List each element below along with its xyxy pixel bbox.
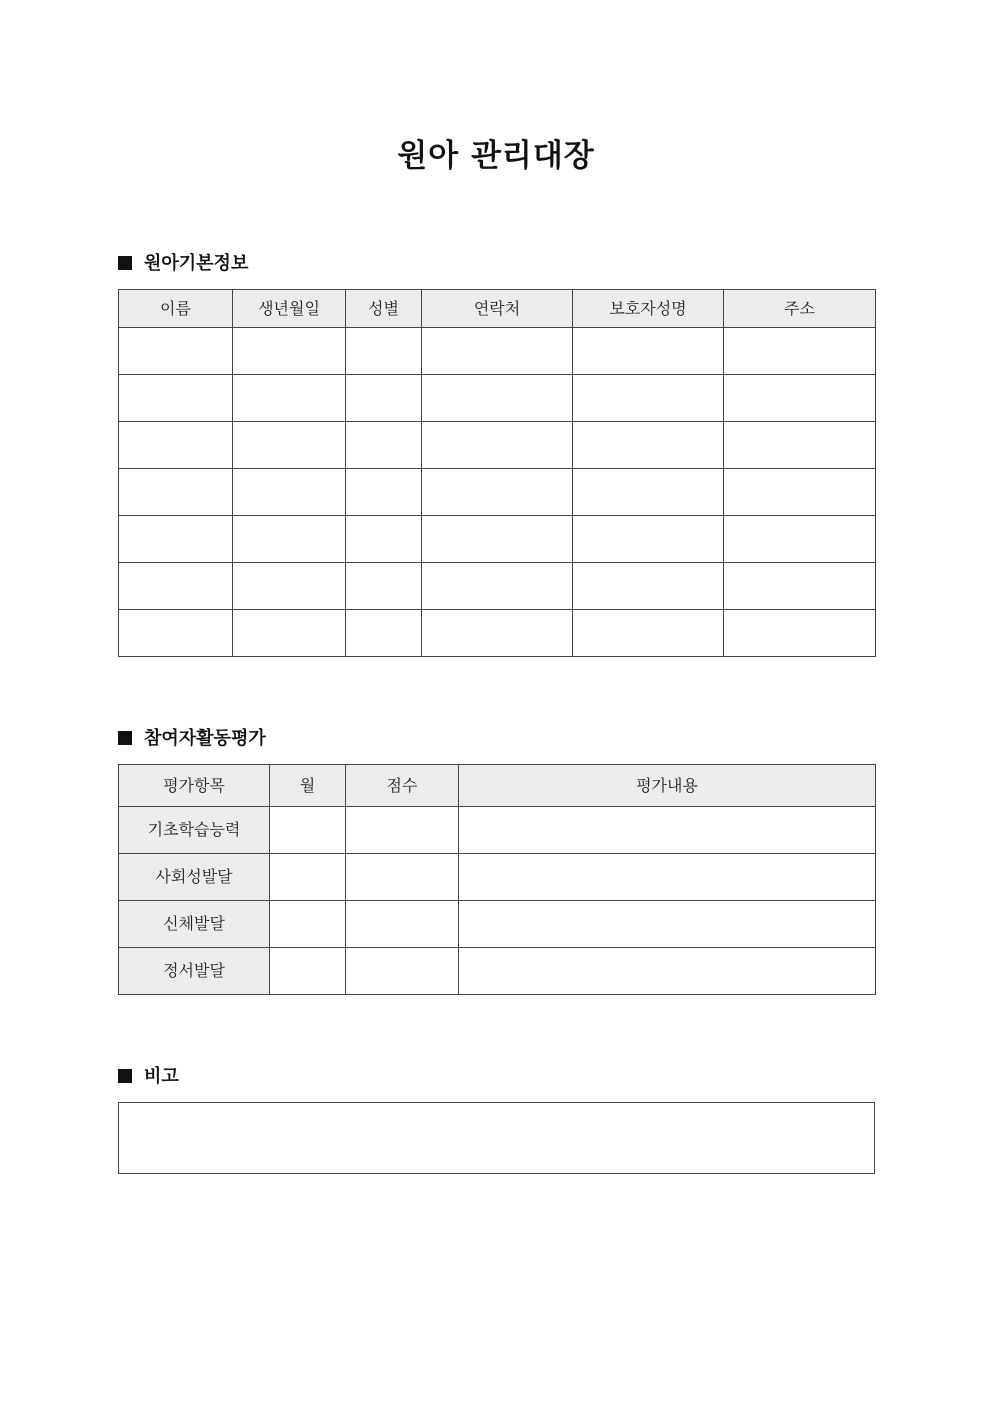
- table-cell[interactable]: [573, 610, 724, 657]
- column-header-guardian-name: 보호자성명: [573, 290, 724, 328]
- score-cell[interactable]: [346, 807, 459, 854]
- table-row: [119, 948, 876, 995]
- eval-content-cell[interactable]: [459, 948, 876, 995]
- eval-content-cell[interactable]: [459, 807, 876, 854]
- table-cell[interactable]: [233, 516, 346, 563]
- table-cell[interactable]: [573, 328, 724, 375]
- table-cell[interactable]: [573, 422, 724, 469]
- row-label-physical-development: 신체발달: [119, 901, 270, 948]
- table-row: [119, 854, 876, 901]
- table-cell[interactable]: [422, 610, 573, 657]
- column-header-month: 월: [270, 765, 346, 807]
- table-cell[interactable]: [573, 375, 724, 422]
- remarks-box[interactable]: [118, 1102, 875, 1174]
- column-header-name: 이름: [119, 290, 233, 328]
- section-heading-label: 비고: [144, 1066, 179, 1087]
- table-row: [119, 516, 876, 563]
- table-cell[interactable]: [346, 610, 422, 657]
- column-header-eval-item: 평가항목: [119, 765, 270, 807]
- column-header-gender: 성별: [346, 290, 422, 328]
- table-cell[interactable]: [724, 328, 876, 375]
- table-cell[interactable]: [233, 375, 346, 422]
- table-cell[interactable]: [346, 563, 422, 610]
- table-row: [119, 807, 876, 854]
- table-cell[interactable]: [346, 375, 422, 422]
- month-cell[interactable]: [270, 854, 346, 901]
- row-label-emotional-development: 정서발달: [119, 948, 270, 995]
- table-cell[interactable]: [422, 563, 573, 610]
- table-cell[interactable]: [119, 610, 233, 657]
- table-cell[interactable]: [233, 610, 346, 657]
- table-cell[interactable]: [119, 422, 233, 469]
- table-row: [119, 563, 876, 610]
- square-bullet-icon: [118, 256, 132, 270]
- table-cell[interactable]: [422, 328, 573, 375]
- month-cell[interactable]: [270, 948, 346, 995]
- eval-content-cell[interactable]: [459, 854, 876, 901]
- column-header-score: 점수: [346, 765, 459, 807]
- table-row: [119, 328, 876, 375]
- square-bullet-icon: [118, 1069, 132, 1083]
- section-heading-activity-eval: [118, 726, 266, 752]
- table-row: [119, 610, 876, 657]
- section-heading-label: 참여자활동평가: [144, 728, 266, 749]
- table-cell[interactable]: [724, 469, 876, 516]
- table-cell[interactable]: [346, 516, 422, 563]
- table-cell[interactable]: [119, 563, 233, 610]
- table-header-row: [119, 290, 876, 328]
- table-cell[interactable]: [233, 563, 346, 610]
- table-cell[interactable]: [724, 516, 876, 563]
- section-heading-remarks: [118, 1064, 179, 1090]
- basic-info-table: [118, 289, 876, 657]
- table-cell[interactable]: [422, 422, 573, 469]
- month-cell[interactable]: [270, 901, 346, 948]
- row-label-social-development: 사회성발달: [119, 854, 270, 901]
- table-header-row: [119, 765, 876, 807]
- table-cell[interactable]: [119, 469, 233, 516]
- table-cell[interactable]: [346, 328, 422, 375]
- table-cell[interactable]: [119, 516, 233, 563]
- column-header-birthdate: 생년월일: [233, 290, 346, 328]
- table-cell[interactable]: [724, 610, 876, 657]
- table-cell[interactable]: [724, 563, 876, 610]
- section-heading-label: 원아기본정보: [144, 253, 249, 274]
- table-row: [119, 422, 876, 469]
- square-bullet-icon: [118, 731, 132, 745]
- table-cell[interactable]: [119, 375, 233, 422]
- table-cell[interactable]: [422, 469, 573, 516]
- activity-eval-table: [118, 764, 876, 995]
- month-cell[interactable]: [270, 807, 346, 854]
- table-cell[interactable]: [119, 328, 233, 375]
- section-heading-basic-info: [118, 251, 248, 277]
- table-cell[interactable]: [346, 422, 422, 469]
- table-row: [119, 469, 876, 516]
- score-cell[interactable]: [346, 948, 459, 995]
- table-cell[interactable]: [422, 375, 573, 422]
- column-header-eval-content: 평가내용: [459, 765, 876, 807]
- score-cell[interactable]: [346, 854, 459, 901]
- table-cell[interactable]: [573, 563, 724, 610]
- column-header-address: 주소: [724, 290, 876, 328]
- table-row: [119, 901, 876, 948]
- table-cell[interactable]: [422, 516, 573, 563]
- table-cell[interactable]: [573, 516, 724, 563]
- eval-content-cell[interactable]: [459, 901, 876, 948]
- table-cell[interactable]: [233, 469, 346, 516]
- row-label-basic-learning: 기초학습능력: [119, 807, 270, 854]
- column-header-contact: 연락처: [422, 290, 573, 328]
- table-cell[interactable]: [233, 328, 346, 375]
- score-cell[interactable]: [346, 901, 459, 948]
- table-row: [119, 375, 876, 422]
- table-cell[interactable]: [724, 422, 876, 469]
- table-cell[interactable]: [233, 422, 346, 469]
- page-title: 원아 관리대장: [397, 138, 595, 174]
- table-cell[interactable]: [346, 469, 422, 516]
- table-cell[interactable]: [573, 469, 724, 516]
- table-cell[interactable]: [724, 375, 876, 422]
